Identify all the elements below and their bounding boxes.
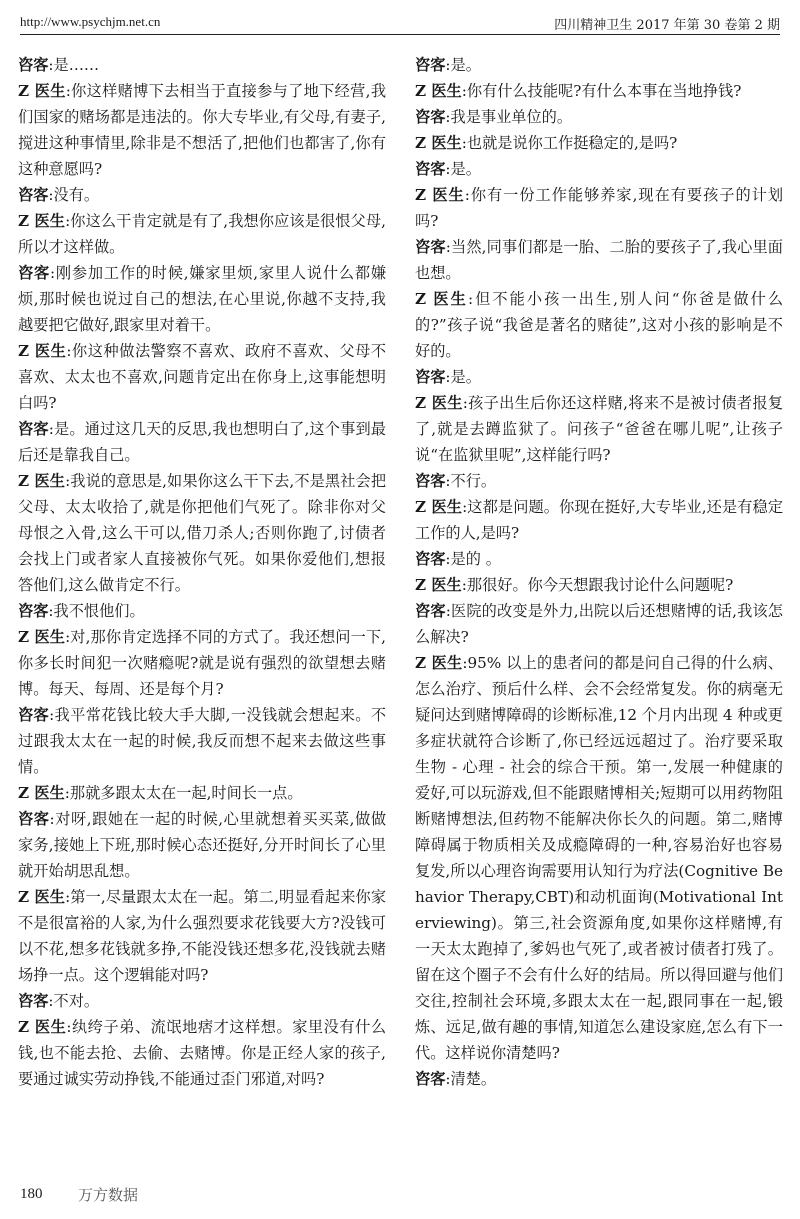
speaker-colon: : bbox=[464, 186, 470, 204]
dialogue-turn bbox=[415, 234, 783, 286]
speaker-label: 咨客 bbox=[415, 550, 446, 568]
utterance-text: 刚参加工作的时候,嫌家里烦,家里人说什么都嫌烦,那时候也说过自己的想法,在心里说,你越不支持,我越要把它做好,跟家里对着干。 bbox=[18, 264, 387, 334]
speaker-label: Z 医生 bbox=[415, 654, 463, 672]
dialogue-turn bbox=[415, 650, 783, 1066]
speaker-colon: : bbox=[48, 602, 54, 620]
speaker-label: 咨客 bbox=[415, 160, 446, 178]
speaker-label: 咨客 bbox=[415, 1070, 446, 1088]
utterance-text: 不对。 bbox=[53, 992, 100, 1010]
speaker-colon: : bbox=[48, 186, 54, 204]
speaker-colon: : bbox=[49, 810, 55, 828]
speaker-colon: : bbox=[445, 108, 451, 126]
utterance-text: 当然,同事们都是一胎、二胎的要孩子了,我心里面也想。 bbox=[415, 238, 783, 282]
speaker-colon: : bbox=[65, 888, 71, 906]
speaker-label: Z 医生 bbox=[415, 134, 462, 152]
dialogue-turn bbox=[18, 988, 386, 1014]
dialogue-turn bbox=[18, 780, 386, 806]
utterance-text: 是。 bbox=[450, 368, 481, 386]
utterance-text: 那很好。你今天想跟我讨论什么问题呢? bbox=[466, 576, 734, 594]
utterance-text: 没有。 bbox=[53, 186, 100, 204]
utterance-text: 你这样赌博下去相当于直接参与了地下经营,我们国家的赌场都是违法的。你大专毕业,有父母,有妻子,搅进这种事情里,除非是不想活了,把他们也都害了,你有这种意愿吗? bbox=[18, 82, 387, 178]
speaker-label: Z 医生 bbox=[415, 576, 462, 594]
speaker-colon: : bbox=[462, 394, 468, 412]
speaker-label: 咨客 bbox=[18, 810, 50, 828]
speaker-colon: : bbox=[445, 160, 451, 178]
utterance-text: 是。通过这几天的反思,我也想明白了,这个事到最后还是靠我自己。 bbox=[18, 420, 386, 464]
left-column bbox=[18, 52, 386, 1092]
speaker-colon: : bbox=[445, 238, 451, 256]
utterance-text: 我平常花钱比较大手大脚,一没钱就会想起来。不过跟我太太在一起的时候,我反而想不起来去做这些事情。 bbox=[18, 706, 387, 776]
dialogue-turn bbox=[415, 78, 783, 104]
speaker-label: Z 医生 bbox=[18, 888, 66, 906]
utterance-text: 第一,尽量跟太太在一起。第二,明显看起来你家不是很富裕的人家,为什么强烈要求花钱要大方?没钱可以不花,想多花钱就多挣,不能没钱还想多花,没钱就去赌场挣一点。这个逻辑能对吗? bbox=[18, 888, 387, 984]
utterance-text: 我是事业单位的。 bbox=[450, 108, 572, 126]
speaker-label: Z 医生 bbox=[18, 1018, 67, 1036]
speaker-label: Z 医生 bbox=[18, 472, 66, 490]
speaker-label: Z 医生 bbox=[18, 628, 66, 646]
utterance-text: 我说的意思是,如果你这么干下去,不是黑社会把父母、太太收拾了,就是你把他们气死了。除非你对父母恨之入骨,这么干可以,借刀杀人;否则你跑了,讨债者会找上门或者家人直接被你气死。如果你爱他们,想报答他们,这么做肯定不行。 bbox=[18, 472, 387, 594]
utterance-text: 这都是问题。你现在挺好,大专毕业,还是有稳定工作的人,是吗? bbox=[415, 498, 784, 542]
speaker-colon: : bbox=[462, 498, 468, 516]
speaker-colon: : bbox=[445, 368, 451, 386]
journal-url[interactable]: http://www.psychjm.net.cn bbox=[20, 14, 161, 29]
speaker-label: Z 医生 bbox=[415, 82, 462, 100]
dialogue-turn bbox=[18, 624, 386, 702]
speaker-colon: : bbox=[462, 654, 468, 672]
speaker-label: 咨客 bbox=[18, 264, 50, 282]
watermark: 万方数据 bbox=[78, 1186, 139, 1204]
utterance-text: 是的 。 bbox=[450, 550, 501, 568]
speaker-colon: : bbox=[461, 134, 467, 152]
utterance-text: 95% 以上的患者问的都是问自己得的什么病、怎么治疗、预后什么样、会不会经常复发。你的病毫无疑问达到赌博障碍的诊断标准,12 个月内出现 4 种或更多症状就符合诊断了,你已经远远超过了。治疗要采取生物 - 心理 - 社会的综合干预。第一,发展一种健康的爱好,可以玩游戏,但不能跟赌博相关;短期可以用药物阻断赌博想法,但药物不能解决你长久的问题。第二,赌博障碍属于物质相关及成瘾障碍的一种,容易治好也容易复发,所以心理咨询需要用认知行为疗法(Cognitive Behavior Therapy,CBT)和动机面询(Motivational Interviewing)。第三,社会资源角度,如果你这样赌博,有一天太太跑掉了,爹妈也气死了,或者被讨债者打残了。留在这个圈子不会有什么好的结局。所以得回避与他们交往,控制社会环境,多跟太太在一起,跟同事在一起,锻炼、远足,做有趣的事情,知道怎么建设家庭,怎么有下一代。这样说你清楚吗? bbox=[415, 654, 783, 1062]
dialogue-turn bbox=[18, 52, 386, 78]
dialogue-turn bbox=[415, 182, 783, 234]
speaker-label: 咨客 bbox=[18, 186, 49, 204]
speaker-colon: : bbox=[461, 82, 467, 100]
dialogue-turn bbox=[415, 104, 783, 130]
dialogue-turn bbox=[415, 364, 783, 390]
speaker-label: 咨客 bbox=[415, 238, 446, 256]
speaker-label: 咨客 bbox=[415, 602, 446, 620]
dialogue-turn bbox=[18, 1014, 386, 1092]
dialogue-turn bbox=[415, 546, 783, 572]
speaker-label: Z 医生 bbox=[415, 394, 463, 412]
dialogue-turn bbox=[18, 806, 386, 884]
utterance-text: 你有一份工作能够养家,现在有要孩子的计划吗? bbox=[415, 186, 784, 230]
speaker-label: Z 医生 bbox=[415, 290, 468, 308]
dialogue-turn bbox=[18, 182, 386, 208]
speaker-colon: : bbox=[65, 212, 71, 230]
utterance-text: 你有什么技能呢?有什么本事在当地挣钱? bbox=[466, 82, 742, 100]
dialogue-turn bbox=[415, 572, 783, 598]
utterance-text: 是。 bbox=[450, 160, 481, 178]
speaker-colon: : bbox=[49, 264, 56, 282]
dialogue-turn bbox=[415, 1066, 783, 1092]
speaker-colon: : bbox=[445, 56, 451, 74]
utterance-text: 纨绔子弟、流氓地痞才这样想。家里没有什么钱,也不能去抢、去偷、去赌博。你是正经人家的孩子,要通过诚实劳动挣钱,不能通过歪门邪道,对吗? bbox=[18, 1018, 387, 1088]
right-column bbox=[415, 52, 783, 1092]
speaker-colon: : bbox=[467, 290, 474, 308]
speaker-colon: : bbox=[461, 576, 467, 594]
dialogue-turn bbox=[18, 260, 386, 338]
dialogue-turn bbox=[415, 390, 783, 468]
speaker-label: Z 医生 bbox=[18, 784, 65, 802]
utterance-text: 医院的改变是外力,出院以后还想赌博的话,我该怎么解决? bbox=[415, 602, 783, 646]
speaker-colon: : bbox=[445, 472, 451, 490]
speaker-colon: : bbox=[49, 706, 55, 724]
dialogue-turn bbox=[18, 884, 386, 988]
utterance-text: 我不恨他们。 bbox=[53, 602, 145, 620]
page-number: 180 bbox=[20, 1186, 43, 1202]
speaker-colon: : bbox=[65, 82, 71, 100]
speaker-label: 咨客 bbox=[415, 368, 446, 386]
dialogue-turn bbox=[18, 208, 386, 260]
utterance-text: 对呀,跟她在一起的时候,心里就想着买买菜,做做家务,接她上下班,那时候心态还挺好,分开时间长了心里就开始胡思乱想。 bbox=[18, 810, 387, 880]
speaker-label: Z 医生 bbox=[415, 498, 463, 516]
dialogue-turn bbox=[18, 598, 386, 624]
speaker-label: 咨客 bbox=[18, 602, 49, 620]
dialogue-turn bbox=[415, 52, 783, 78]
speaker-colon: : bbox=[445, 1070, 451, 1088]
utterance-text: 孩子出生后你还这样赌,将来不是被讨债者报复了,就是去蹲监狱了。问孩子“爸爸在哪儿呢”,让孩子说“在监狱里呢”,这样能行吗? bbox=[415, 394, 784, 464]
speaker-label: 咨客 bbox=[18, 420, 49, 438]
journal-issue: 四川精神卫生 2017 年第 30 卷第 2 期 bbox=[554, 18, 780, 33]
speaker-colon: : bbox=[445, 602, 451, 620]
speaker-colon: : bbox=[66, 1018, 72, 1036]
speaker-colon: : bbox=[66, 342, 72, 360]
speaker-colon: : bbox=[64, 784, 70, 802]
dialogue-turn bbox=[415, 130, 783, 156]
utterance-text: 不行。 bbox=[450, 472, 497, 490]
speaker-label: Z 医生 bbox=[18, 342, 67, 360]
utterance-text: 但不能小孩一出生,别人问“你爸是做什么的?”孩子说“我爸是著名的赌徒”,这对小孩的影响是不好的。 bbox=[415, 290, 784, 360]
dialogue-turn bbox=[18, 78, 386, 182]
utterance-text: 那就多跟太太在一起,时间长一点。 bbox=[69, 784, 303, 802]
speaker-colon: : bbox=[48, 420, 54, 438]
speaker-colon: : bbox=[48, 56, 54, 74]
dialogue-turn bbox=[415, 468, 783, 494]
dialogue-turn bbox=[18, 338, 386, 416]
speaker-colon: : bbox=[445, 550, 451, 568]
utterance-text: 是…… bbox=[53, 56, 100, 74]
dialogue-turn bbox=[415, 598, 783, 650]
dialogue-turn bbox=[18, 468, 386, 598]
dialogue-turn bbox=[415, 286, 783, 364]
utterance-text: 你这种做法警察不喜欢、政府不喜欢、父母不喜欢、太太也不喜欢,问题肯定出在你身上,这事能想明白吗? bbox=[18, 342, 387, 412]
utterance-text: 是。 bbox=[450, 56, 481, 74]
speaker-label: Z 医生 bbox=[18, 82, 66, 100]
speaker-label: Z 医生 bbox=[415, 186, 465, 204]
speaker-label: 咨客 bbox=[18, 706, 50, 724]
speaker-colon: : bbox=[48, 992, 54, 1010]
speaker-label: 咨客 bbox=[415, 108, 446, 126]
dialogue-turn bbox=[415, 494, 783, 546]
utterance-text: 也就是说你工作挺稳定的,是吗? bbox=[466, 134, 678, 152]
utterance-text: 对,那你肯定选择不同的方式了。我还想问一下,你多长时间犯一次赌瘾呢?就是说有强烈的欲望想去赌博。每天、每周、还是每个月? bbox=[18, 628, 387, 698]
dialogue-turn bbox=[18, 702, 386, 780]
utterance-text: 你这么干肯定就是有了,我想你应该是很恨父母,所以才这样做。 bbox=[18, 212, 387, 256]
speaker-colon: : bbox=[65, 628, 71, 646]
speaker-label: Z 医生 bbox=[18, 212, 66, 230]
page-footer bbox=[0, 1182, 800, 1212]
utterance-text: 清楚。 bbox=[450, 1070, 497, 1088]
speaker-label: 咨客 bbox=[415, 56, 446, 74]
dialogue-turn bbox=[415, 156, 783, 182]
speaker-colon: : bbox=[65, 472, 71, 490]
dialogue-turn bbox=[18, 416, 386, 468]
running-header bbox=[20, 8, 780, 35]
speaker-label: 咨客 bbox=[415, 472, 446, 490]
speaker-label: 咨客 bbox=[18, 992, 49, 1010]
speaker-label: 咨客 bbox=[18, 56, 49, 74]
